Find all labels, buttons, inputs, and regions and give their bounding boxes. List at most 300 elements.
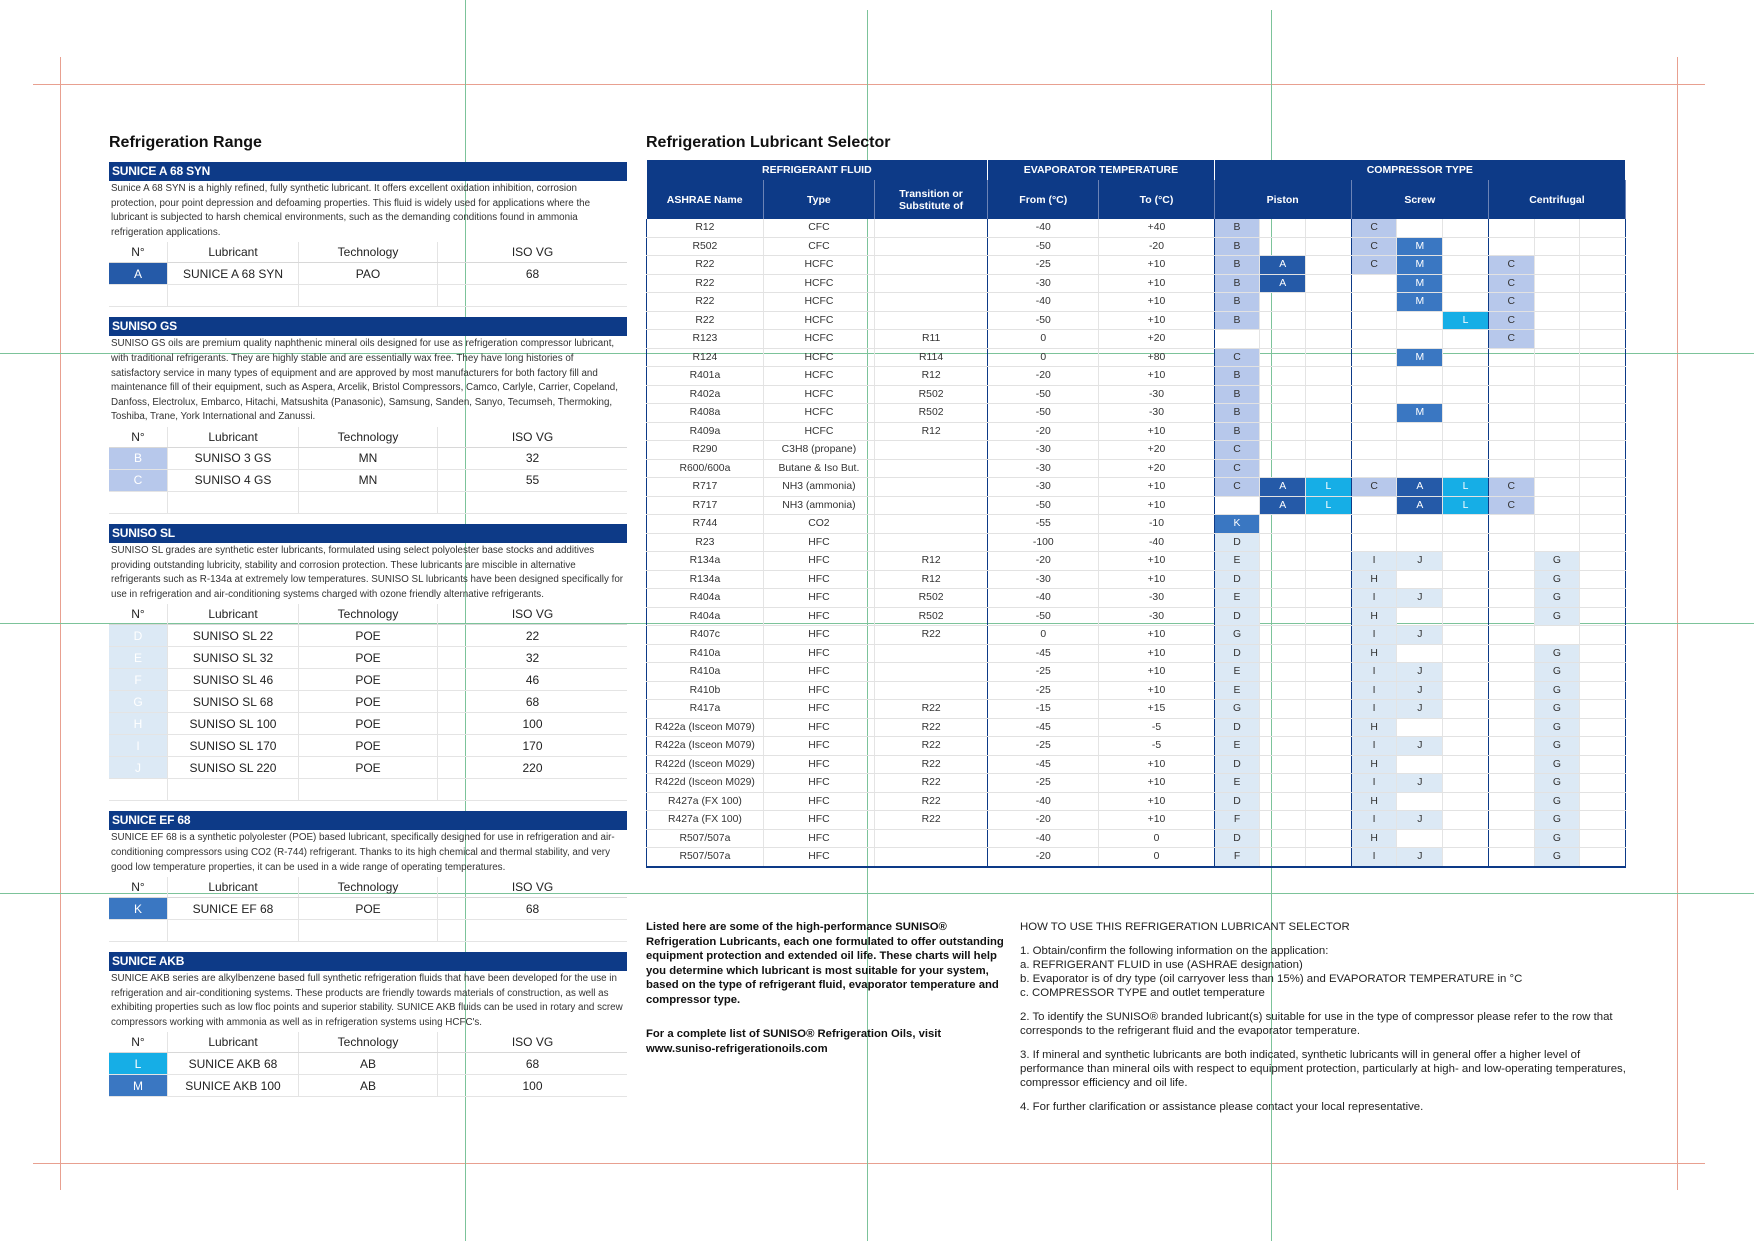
centrifugal-lubricant-cell bbox=[1580, 385, 1626, 404]
screw-lubricant-cell bbox=[1443, 515, 1489, 534]
substitute-of: R114 bbox=[874, 348, 987, 367]
screw-lubricant-cell bbox=[1397, 441, 1443, 460]
screw-lubricant-cell bbox=[1351, 348, 1397, 367]
temp-to: -5 bbox=[1099, 737, 1214, 756]
centrifugal-lubricant-cell bbox=[1534, 478, 1580, 497]
howto-step-4: 4. For further clarification or assistance please contact your local representative. bbox=[1020, 1101, 1424, 1113]
temp-from: -25 bbox=[988, 663, 1099, 682]
header-to: To (°C) bbox=[1099, 180, 1214, 219]
centrifugal-lubricant-cell: G bbox=[1534, 774, 1580, 793]
temp-to: -30 bbox=[1099, 607, 1214, 626]
screw-lubricant-cell: H bbox=[1351, 718, 1397, 737]
range-section bbox=[109, 524, 627, 801]
piston-lubricant-cell: D bbox=[1214, 755, 1260, 774]
range-section bbox=[109, 952, 627, 1097]
temp-to: +10 bbox=[1099, 496, 1214, 515]
substitute-of bbox=[874, 311, 987, 330]
selector-row bbox=[647, 811, 1626, 830]
piston-lubricant-cell bbox=[1260, 718, 1306, 737]
product-lubricant: SUNISO SL 32 bbox=[168, 647, 299, 669]
centrifugal-lubricant-cell: G bbox=[1534, 589, 1580, 608]
screw-lubricant-cell bbox=[1443, 570, 1489, 589]
section-description: SUNICE EF 68 is a synthetic polyolester (POE) based lubricant, specifically designed for use in refrigeration and air-conditioning compressors using CO2 (R-744) refrigerant. Thanks to its high chemical and thermal stability, and very good low temperature properties, it can be used in a wide range of operating temperatures. bbox=[111, 832, 615, 873]
piston-lubricant-cell bbox=[1260, 848, 1306, 867]
product-lubricant: SUNISO 3 GS bbox=[168, 447, 299, 469]
selector-row bbox=[647, 348, 1626, 367]
centrifugal-lubricant-cell bbox=[1488, 755, 1534, 774]
product-isovg: 170 bbox=[438, 735, 628, 757]
temp-to: +80 bbox=[1099, 348, 1214, 367]
ashrae-name: R422a (Isceon M079) bbox=[647, 737, 764, 756]
centrifugal-lubricant-cell bbox=[1580, 293, 1626, 312]
substitute-of: R22 bbox=[874, 626, 987, 645]
product-isovg: 68 bbox=[438, 898, 628, 920]
centrifugal-lubricant-cell bbox=[1580, 256, 1626, 275]
piston-lubricant-cell bbox=[1260, 293, 1306, 312]
temp-to: +20 bbox=[1099, 441, 1214, 460]
substitute-of: R12 bbox=[874, 422, 987, 441]
product-code: E bbox=[109, 647, 168, 669]
centrifugal-lubricant-cell bbox=[1534, 441, 1580, 460]
screw-lubricant-cell bbox=[1397, 570, 1443, 589]
piston-lubricant-cell: K bbox=[1214, 515, 1260, 534]
product-technology: MN bbox=[299, 469, 438, 491]
temp-from: -20 bbox=[988, 552, 1099, 571]
screw-lubricant-cell bbox=[1443, 829, 1489, 848]
screw-lubricant-cell: H bbox=[1351, 607, 1397, 626]
temp-from: -50 bbox=[988, 404, 1099, 423]
selector-row bbox=[647, 570, 1626, 589]
centrifugal-lubricant-cell bbox=[1534, 367, 1580, 386]
product-isovg: 22 bbox=[438, 625, 628, 647]
product-code: A bbox=[109, 263, 168, 285]
header-piston: Piston bbox=[1214, 180, 1351, 219]
product-header-row bbox=[109, 242, 627, 263]
product-lubricant: SUNISO SL 22 bbox=[168, 625, 299, 647]
selector-row bbox=[647, 737, 1626, 756]
fluid-type: HCFC bbox=[763, 293, 874, 312]
range-heading: Refrigeration Range bbox=[109, 134, 262, 151]
selector-row bbox=[647, 311, 1626, 330]
temp-to: +20 bbox=[1099, 330, 1214, 349]
ashrae-name: R600/600a bbox=[647, 459, 764, 478]
piston-lubricant-cell bbox=[1306, 644, 1352, 663]
product-code: L bbox=[109, 1053, 168, 1075]
screw-lubricant-cell: J bbox=[1397, 700, 1443, 719]
centrifugal-lubricant-cell bbox=[1580, 515, 1626, 534]
substitute-of: R22 bbox=[874, 718, 987, 737]
temp-to: 0 bbox=[1099, 829, 1214, 848]
centrifugal-lubricant-cell: C bbox=[1488, 256, 1534, 275]
piston-lubricant-cell bbox=[1260, 385, 1306, 404]
product-code: H bbox=[109, 713, 168, 735]
piston-lubricant-cell: E bbox=[1214, 589, 1260, 608]
piston-lubricant-cell bbox=[1306, 792, 1352, 811]
section-title: SUNICE A 68 SYN bbox=[109, 162, 627, 181]
piston-lubricant-cell: B bbox=[1214, 422, 1260, 441]
centrifugal-lubricant-cell bbox=[1488, 404, 1534, 423]
piston-lubricant-cell bbox=[1306, 330, 1352, 349]
crop-guide-top bbox=[33, 84, 1705, 85]
centrifugal-lubricant-cell bbox=[1534, 459, 1580, 478]
temp-to: -20 bbox=[1099, 237, 1214, 256]
temp-from: -40 bbox=[988, 589, 1099, 608]
piston-lubricant-cell: B bbox=[1214, 385, 1260, 404]
fluid-type: NH3 (ammonia) bbox=[763, 496, 874, 515]
centrifugal-lubricant-cell bbox=[1534, 533, 1580, 552]
piston-lubricant-cell bbox=[1306, 533, 1352, 552]
ashrae-name: R717 bbox=[647, 478, 764, 497]
section-description: Sunice A 68 SYN is a highly refined, fully synthetic lubricant. It offers excellent oxidation inhibition, corrosion protection, pour point depression and defoaming properties. This fluid is widely used for applications where the lubricant is subjected to harsh chemical environments, such as the demanding conditions found in ammonia refrigeration applications. bbox=[111, 183, 591, 238]
piston-lubricant-cell: A bbox=[1260, 478, 1306, 497]
piston-lubricant-cell: A bbox=[1260, 274, 1306, 293]
ashrae-name: R410a bbox=[647, 663, 764, 682]
piston-lubricant-cell: C bbox=[1214, 459, 1260, 478]
temp-from: -30 bbox=[988, 570, 1099, 589]
ashrae-name: R409a bbox=[647, 422, 764, 441]
screw-lubricant-cell bbox=[1443, 644, 1489, 663]
fluid-type: HFC bbox=[763, 700, 874, 719]
screw-lubricant-cell: M bbox=[1397, 348, 1443, 367]
screw-lubricant-cell bbox=[1443, 607, 1489, 626]
piston-lubricant-cell bbox=[1306, 848, 1352, 867]
substitute-of: R22 bbox=[874, 737, 987, 756]
piston-lubricant-cell bbox=[1306, 700, 1352, 719]
how-to-use bbox=[1020, 920, 1630, 1124]
screw-lubricant-cell: A bbox=[1397, 478, 1443, 497]
centrifugal-lubricant-cell bbox=[1488, 348, 1534, 367]
col-lubricant: Lubricant bbox=[168, 242, 299, 263]
piston-lubricant-cell bbox=[1306, 607, 1352, 626]
ashrae-name: R134a bbox=[647, 552, 764, 571]
temp-from: -20 bbox=[988, 367, 1099, 386]
piston-lubricant-cell bbox=[1260, 811, 1306, 830]
ashrae-name: R507/507a bbox=[647, 829, 764, 848]
screw-lubricant-cell: I bbox=[1351, 848, 1397, 867]
screw-lubricant-cell bbox=[1397, 367, 1443, 386]
screw-lubricant-cell bbox=[1443, 404, 1489, 423]
screw-lubricant-cell bbox=[1443, 385, 1489, 404]
temp-from: -30 bbox=[988, 274, 1099, 293]
piston-lubricant-cell bbox=[1260, 737, 1306, 756]
header-type: Type bbox=[763, 180, 874, 219]
temp-to: +40 bbox=[1099, 219, 1214, 237]
header-from: From (°C) bbox=[988, 180, 1099, 219]
selector-row bbox=[647, 478, 1626, 497]
ashrae-name: R744 bbox=[647, 515, 764, 534]
substitute-of bbox=[874, 478, 987, 497]
centrifugal-lubricant-cell bbox=[1488, 459, 1534, 478]
selector-row bbox=[647, 700, 1626, 719]
temp-from: -50 bbox=[988, 237, 1099, 256]
selector-row bbox=[647, 219, 1626, 237]
selector-row bbox=[647, 607, 1626, 626]
centrifugal-lubricant-cell: C bbox=[1488, 496, 1534, 515]
piston-lubricant-cell: A bbox=[1260, 256, 1306, 275]
fluid-type: HCFC bbox=[763, 367, 874, 386]
piston-lubricant-cell bbox=[1260, 681, 1306, 700]
temp-from: -15 bbox=[988, 700, 1099, 719]
centrifugal-lubricant-cell bbox=[1488, 718, 1534, 737]
ashrae-name: R422a (Isceon M079) bbox=[647, 718, 764, 737]
selector-row bbox=[647, 663, 1626, 682]
screw-lubricant-cell bbox=[1443, 219, 1489, 237]
screw-lubricant-cell bbox=[1351, 459, 1397, 478]
screw-lubricant-cell: I bbox=[1351, 589, 1397, 608]
centrifugal-lubricant-cell: C bbox=[1488, 311, 1534, 330]
ashrae-name: R22 bbox=[647, 274, 764, 293]
product-row bbox=[109, 713, 627, 735]
screw-lubricant-cell: J bbox=[1397, 663, 1443, 682]
selector-row bbox=[647, 626, 1626, 645]
spacer-row bbox=[109, 779, 627, 801]
piston-lubricant-cell bbox=[1306, 274, 1352, 293]
piston-lubricant-cell bbox=[1306, 663, 1352, 682]
product-row bbox=[109, 898, 627, 920]
product-row bbox=[109, 1075, 627, 1097]
temp-from: -40 bbox=[988, 219, 1099, 237]
centrifugal-lubricant-cell bbox=[1580, 219, 1626, 237]
intro-paragraph: Listed here are some of the high-performance SUNISO® Refrigeration Lubricants, each one formulated to offer outstanding equipment protection and extended oil life. These charts will help you determine which lubricant is most suitable for your system, based on the type of refrigerant fluid, evaporator temperature and compressor type. bbox=[646, 921, 1004, 1006]
col-lubricant: Lubricant bbox=[168, 604, 299, 625]
fluid-type: HCFC bbox=[763, 256, 874, 275]
screw-lubricant-cell: L bbox=[1443, 311, 1489, 330]
centrifugal-lubricant-cell bbox=[1488, 219, 1534, 237]
centrifugal-lubricant-cell bbox=[1488, 533, 1534, 552]
selector-row bbox=[647, 496, 1626, 515]
substitute-of: R11 bbox=[874, 330, 987, 349]
col-isovg: ISO VG bbox=[438, 427, 628, 448]
centrifugal-lubricant-cell bbox=[1580, 237, 1626, 256]
piston-lubricant-cell bbox=[1260, 219, 1306, 237]
product-table bbox=[109, 604, 627, 801]
temp-to: +10 bbox=[1099, 570, 1214, 589]
selector-row bbox=[647, 533, 1626, 552]
lubricant-selector-table bbox=[646, 160, 1626, 868]
screw-lubricant-cell: I bbox=[1351, 737, 1397, 756]
fluid-type: HCFC bbox=[763, 422, 874, 441]
piston-lubricant-cell: E bbox=[1214, 737, 1260, 756]
centrifugal-lubricant-cell bbox=[1580, 848, 1626, 867]
centrifugal-lubricant-cell: G bbox=[1534, 644, 1580, 663]
piston-lubricant-cell bbox=[1306, 570, 1352, 589]
product-lubricant: SUNISO SL 170 bbox=[168, 735, 299, 757]
substitute-of bbox=[874, 681, 987, 700]
temp-to: +10 bbox=[1099, 367, 1214, 386]
fluid-type: HCFC bbox=[763, 330, 874, 349]
piston-lubricant-cell bbox=[1260, 626, 1306, 645]
centrifugal-lubricant-cell bbox=[1534, 385, 1580, 404]
temp-to: +15 bbox=[1099, 700, 1214, 719]
screw-lubricant-cell: I bbox=[1351, 626, 1397, 645]
product-lubricant: SUNICE A 68 SYN bbox=[168, 263, 299, 285]
selector-row bbox=[647, 515, 1626, 534]
ashrae-name: R404a bbox=[647, 607, 764, 626]
piston-lubricant-cell bbox=[1260, 570, 1306, 589]
centrifugal-lubricant-cell: G bbox=[1534, 811, 1580, 830]
screw-lubricant-cell bbox=[1397, 311, 1443, 330]
intro-text bbox=[646, 920, 1006, 1076]
product-code: J bbox=[109, 757, 168, 779]
piston-lubricant-cell bbox=[1306, 441, 1352, 460]
screw-lubricant-cell bbox=[1443, 330, 1489, 349]
piston-lubricant-cell bbox=[1306, 459, 1352, 478]
fluid-type: CFC bbox=[763, 237, 874, 256]
piston-lubricant-cell bbox=[1260, 589, 1306, 608]
temp-from: -45 bbox=[988, 644, 1099, 663]
temp-to: +10 bbox=[1099, 681, 1214, 700]
fluid-type: HFC bbox=[763, 663, 874, 682]
screw-lubricant-cell: I bbox=[1351, 552, 1397, 571]
centrifugal-lubricant-cell bbox=[1580, 663, 1626, 682]
piston-lubricant-cell bbox=[1260, 700, 1306, 719]
product-lubricant: SUNICE AKB 68 bbox=[168, 1053, 299, 1075]
ashrae-name: R422d (Isceon M029) bbox=[647, 755, 764, 774]
fluid-type: C3H8 (propane) bbox=[763, 441, 874, 460]
col-technology: Technology bbox=[299, 1032, 438, 1053]
ashrae-name: R401a bbox=[647, 367, 764, 386]
centrifugal-lubricant-cell bbox=[1534, 219, 1580, 237]
temp-from: -40 bbox=[988, 792, 1099, 811]
screw-lubricant-cell bbox=[1443, 755, 1489, 774]
screw-lubricant-cell: J bbox=[1397, 774, 1443, 793]
group-compressor-type: COMPRESSOR TYPE bbox=[1214, 160, 1625, 180]
howto-step-1a: a. REFRIGERANT FLUID in use (ASHRAE designation) bbox=[1020, 959, 1303, 971]
screw-lubricant-cell: J bbox=[1397, 737, 1443, 756]
product-code: M bbox=[109, 1075, 168, 1097]
screw-lubricant-cell: L bbox=[1443, 496, 1489, 515]
selector-row bbox=[647, 774, 1626, 793]
header-centrifugal: Centrifugal bbox=[1488, 180, 1625, 219]
screw-lubricant-cell bbox=[1443, 848, 1489, 867]
product-row bbox=[109, 735, 627, 757]
col-technology: Technology bbox=[299, 604, 438, 625]
screw-lubricant-cell bbox=[1397, 607, 1443, 626]
product-lubricant: SUNISO SL 46 bbox=[168, 669, 299, 691]
selector-row bbox=[647, 589, 1626, 608]
temp-to: -40 bbox=[1099, 533, 1214, 552]
screw-lubricant-cell: H bbox=[1351, 755, 1397, 774]
selector-row bbox=[647, 644, 1626, 663]
temp-to: +10 bbox=[1099, 663, 1214, 682]
centrifugal-lubricant-cell: G bbox=[1534, 792, 1580, 811]
col-technology: Technology bbox=[299, 242, 438, 263]
piston-lubricant-cell bbox=[1260, 348, 1306, 367]
col-n: N° bbox=[109, 604, 168, 625]
crop-guide-bottom bbox=[33, 1163, 1705, 1164]
product-technology: POE bbox=[299, 757, 438, 779]
selector-row bbox=[647, 404, 1626, 423]
centrifugal-lubricant-cell bbox=[1488, 607, 1534, 626]
piston-lubricant-cell: D bbox=[1214, 533, 1260, 552]
substitute-of: R22 bbox=[874, 774, 987, 793]
product-isovg: 32 bbox=[438, 647, 628, 669]
section-description: SUNICE AKB series are alkylbenzene based full synthetic refrigeration fluids that have been developed for the use in refrigeration and air-conditioning systems. These products are friendly towards materials of construction, as well as exhibiting properties such as low floc points and superior stability. SUNICE AKB fluids can be used in rotary and screw compressors working with ammonia as well as in refrigeration systems using HCFC's. bbox=[111, 973, 623, 1028]
temp-from: -100 bbox=[988, 533, 1099, 552]
piston-lubricant-cell bbox=[1214, 496, 1260, 515]
piston-lubricant-cell bbox=[1260, 367, 1306, 386]
col-lubricant: Lubricant bbox=[168, 877, 299, 898]
selector-row bbox=[647, 256, 1626, 275]
centrifugal-lubricant-cell bbox=[1580, 829, 1626, 848]
substitute-of: R12 bbox=[874, 570, 987, 589]
fluid-type: HFC bbox=[763, 848, 874, 867]
piston-lubricant-cell bbox=[1260, 533, 1306, 552]
screw-lubricant-cell bbox=[1443, 274, 1489, 293]
col-isovg: ISO VG bbox=[438, 604, 628, 625]
screw-lubricant-cell: H bbox=[1351, 644, 1397, 663]
screw-lubricant-cell bbox=[1397, 755, 1443, 774]
piston-lubricant-cell bbox=[1306, 626, 1352, 645]
centrifugal-lubricant-cell bbox=[1534, 311, 1580, 330]
selector-row bbox=[647, 681, 1626, 700]
piston-lubricant-cell bbox=[1260, 792, 1306, 811]
piston-lubricant-cell bbox=[1306, 256, 1352, 275]
centrifugal-lubricant-cell: G bbox=[1534, 663, 1580, 682]
product-lubricant: SUNICE AKB 100 bbox=[168, 1075, 299, 1097]
temp-to: -30 bbox=[1099, 385, 1214, 404]
ashrae-name: R407c bbox=[647, 626, 764, 645]
product-table bbox=[109, 1032, 627, 1097]
screw-lubricant-cell bbox=[1351, 367, 1397, 386]
temp-to: +10 bbox=[1099, 256, 1214, 275]
ashrae-name: R124 bbox=[647, 348, 764, 367]
temp-from: 0 bbox=[988, 626, 1099, 645]
selector-heading: Refrigeration Lubricant Selector bbox=[646, 134, 891, 151]
centrifugal-lubricant-cell bbox=[1488, 367, 1534, 386]
screw-lubricant-cell bbox=[1443, 589, 1489, 608]
ashrae-name: R717 bbox=[647, 496, 764, 515]
piston-lubricant-cell: F bbox=[1214, 811, 1260, 830]
col-technology: Technology bbox=[299, 877, 438, 898]
centrifugal-lubricant-cell bbox=[1488, 552, 1534, 571]
screw-lubricant-cell bbox=[1443, 256, 1489, 275]
temp-from: -20 bbox=[988, 848, 1099, 867]
substitute-of bbox=[874, 515, 987, 534]
fluid-type: HCFC bbox=[763, 274, 874, 293]
screw-lubricant-cell bbox=[1351, 330, 1397, 349]
group-refrigerant-fluid: REFRIGERANT FLUID bbox=[647, 160, 988, 180]
centrifugal-lubricant-cell bbox=[1488, 663, 1534, 682]
piston-lubricant-cell: E bbox=[1214, 681, 1260, 700]
product-header-row bbox=[109, 877, 627, 898]
piston-lubricant-cell: C bbox=[1214, 348, 1260, 367]
product-isovg: 68 bbox=[438, 1053, 628, 1075]
centrifugal-lubricant-cell bbox=[1534, 274, 1580, 293]
temp-to: +10 bbox=[1099, 792, 1214, 811]
fluid-type: HFC bbox=[763, 533, 874, 552]
screw-lubricant-cell: J bbox=[1397, 848, 1443, 867]
centrifugal-lubricant-cell bbox=[1488, 774, 1534, 793]
refrigeration-range bbox=[109, 162, 627, 1107]
piston-lubricant-cell: D bbox=[1214, 607, 1260, 626]
selector-row bbox=[647, 829, 1626, 848]
product-isovg: 220 bbox=[438, 757, 628, 779]
centrifugal-lubricant-cell bbox=[1488, 811, 1534, 830]
col-n: N° bbox=[109, 427, 168, 448]
fluid-type: HFC bbox=[763, 811, 874, 830]
selector-row bbox=[647, 552, 1626, 571]
product-isovg: 55 bbox=[438, 469, 628, 491]
screw-lubricant-cell bbox=[1351, 293, 1397, 312]
temp-from: -30 bbox=[988, 441, 1099, 460]
product-lubricant: SUNISO 4 GS bbox=[168, 469, 299, 491]
piston-lubricant-cell bbox=[1260, 422, 1306, 441]
howto-step-3: 3. If mineral and synthetic lubricants are both indicated, synthetic lubricants will in general offer a higher level of performance than mineral oils with respect to equipment protection, particularly at high- and low-operating temperatures, compressor efficiency and oil life. bbox=[1020, 1049, 1626, 1089]
product-isovg: 100 bbox=[438, 713, 628, 735]
substitute-of bbox=[874, 496, 987, 515]
centrifugal-lubricant-cell: C bbox=[1488, 330, 1534, 349]
